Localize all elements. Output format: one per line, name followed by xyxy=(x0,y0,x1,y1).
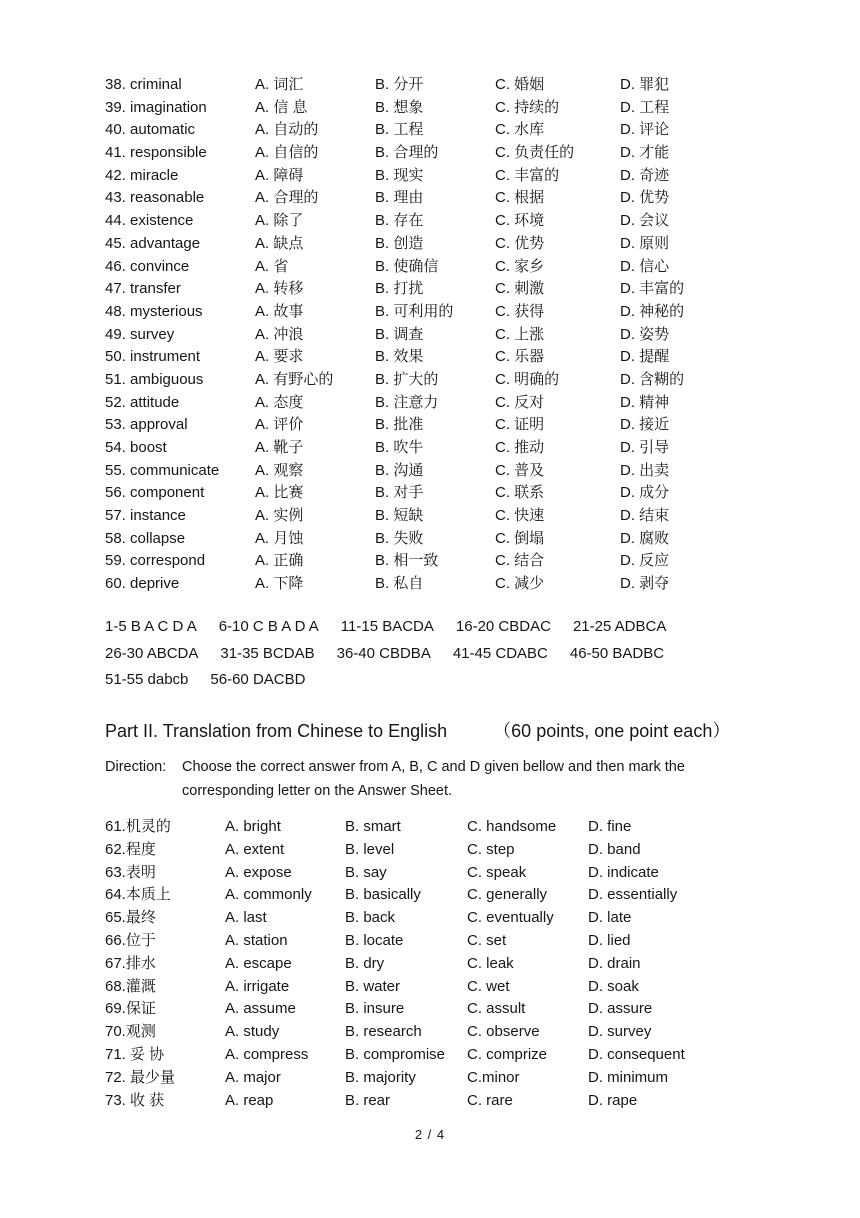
option-cell: C. 结合 xyxy=(495,552,545,570)
option-cell: A. extent xyxy=(225,840,285,858)
option-cell: B. 相一致 xyxy=(375,552,439,570)
option-cell: A. commonly xyxy=(225,886,312,904)
question-label: 62.程度 xyxy=(105,840,156,858)
option-cell: B. 沟通 xyxy=(375,461,424,479)
option-cell: B. locate xyxy=(345,931,404,949)
option-cell: A. 故事 xyxy=(255,302,304,320)
question-label: 53. approval xyxy=(105,416,188,434)
option-cell: C. 优势 xyxy=(495,234,545,252)
option-cell: A. escape xyxy=(225,954,292,972)
question-row xyxy=(105,74,805,97)
option-cell: C. 负责任的 xyxy=(495,144,575,162)
question-label: 66.位于 xyxy=(105,931,156,949)
option-cell: B. 批准 xyxy=(375,416,424,434)
option-cell: C. 家乡 xyxy=(495,257,545,275)
option-cell: D. 含糊的 xyxy=(620,370,685,388)
option-cell: B. 打扰 xyxy=(375,280,424,298)
question-label: 40. automatic xyxy=(105,121,196,139)
question-label: 71. 妥 协 xyxy=(105,1045,165,1063)
option-cell: C. step xyxy=(467,840,515,858)
question-row xyxy=(105,573,805,596)
question-label: 58. collapse xyxy=(105,529,186,547)
option-cell: A. reap xyxy=(225,1091,274,1109)
question-label: 46. convince xyxy=(105,257,190,275)
option-cell: B. 扩大的 xyxy=(375,370,439,388)
option-cell: B. basically xyxy=(345,886,421,904)
option-cell: D. 才能 xyxy=(620,144,670,162)
answer-key-segment: 6-10 C B A D A xyxy=(218,618,319,635)
option-cell: B. 吹牛 xyxy=(375,439,424,456)
question-label: 38. criminal xyxy=(105,76,182,93)
option-cell: B. 注意力 xyxy=(375,393,439,411)
option-cell: B. compromise xyxy=(345,1045,446,1063)
option-cell: B. 存在 xyxy=(375,212,424,230)
option-cell: A. compress xyxy=(225,1045,309,1063)
question-row xyxy=(105,482,805,505)
option-cell: D. essentially xyxy=(588,886,678,904)
question-row xyxy=(105,301,805,324)
option-cell: D. 成分 xyxy=(620,484,670,502)
option-cell: B. 现实 xyxy=(375,166,424,184)
question-label: 50. instrument xyxy=(105,348,201,366)
question-label: 44. existence xyxy=(105,212,194,230)
option-cell: A. 有野心的 xyxy=(255,370,334,388)
option-cell: C. 联系 xyxy=(495,484,545,502)
option-cell: D. indicate xyxy=(588,863,659,881)
option-cell: A. 评价 xyxy=(255,416,304,434)
option-cell: B. 私自 xyxy=(375,575,424,593)
option-cell: C. 环境 xyxy=(495,212,545,230)
option-cell: D. 信心 xyxy=(620,257,670,275)
option-cell: A. study xyxy=(225,1023,280,1041)
option-cell: D. 原则 xyxy=(620,234,670,252)
question-row xyxy=(105,324,805,347)
question-label: 63.表明 xyxy=(105,863,156,881)
option-cell: C. 根据 xyxy=(495,189,545,207)
question-label: 54. boost xyxy=(105,439,167,456)
question-label: 52. attitude xyxy=(105,393,180,411)
answer-key-segment: 16-20 CBDAC xyxy=(455,618,551,635)
option-cell: A. 信 息 xyxy=(255,98,308,116)
option-cell: B. back xyxy=(345,909,396,927)
option-cell: A. 缺点 xyxy=(255,234,304,252)
option-cell: D. 精神 xyxy=(620,393,670,411)
option-cell: B. majority xyxy=(345,1068,416,1086)
question-label: 70.观测 xyxy=(105,1023,156,1041)
option-cell: A. irrigate xyxy=(225,977,290,995)
answer-key-segment: 36-40 CBDBA xyxy=(336,644,431,662)
question-row xyxy=(105,998,805,1021)
direction-label: Direction: xyxy=(105,759,167,775)
option-cell: A. 观察 xyxy=(255,461,304,479)
answer-key-segment: 21-25 ADBCA xyxy=(572,618,667,635)
option-cell: B. 可利用的 xyxy=(375,302,454,320)
answer-key-segment: 41-45 CDABC xyxy=(452,644,548,662)
option-cell: A. expose xyxy=(225,863,292,881)
direction-block xyxy=(105,756,795,803)
question-row xyxy=(105,437,805,460)
option-cell: D. minimum xyxy=(588,1068,669,1086)
option-cell: C. 快速 xyxy=(495,507,545,525)
option-cell: A. 障碍 xyxy=(255,166,304,184)
question-row xyxy=(105,1067,805,1090)
answer-key-segment: 11-15 BACDA xyxy=(340,618,434,635)
option-cell: A. station xyxy=(225,931,288,949)
direction-text xyxy=(182,756,795,803)
option-cell: D. 丰富的 xyxy=(620,280,685,298)
answer-key-line xyxy=(105,641,805,668)
option-cell: B. 调查 xyxy=(375,325,424,343)
question-row xyxy=(105,953,805,976)
option-cell: A. 实例 xyxy=(255,507,304,525)
option-cell: B. 短缺 xyxy=(375,507,424,525)
question-row xyxy=(105,142,805,165)
option-cell: C. generally xyxy=(467,886,548,904)
option-cell: C.minor xyxy=(467,1068,520,1086)
option-cell: C. 持续的 xyxy=(495,98,560,116)
option-cell: B. 使确信 xyxy=(375,257,439,275)
option-cell: D. 神秘的 xyxy=(620,302,685,320)
option-cell: A. 词汇 xyxy=(255,76,304,93)
question-row xyxy=(105,816,805,839)
part2-points: （60 points, one point each） xyxy=(493,721,731,741)
question-label: 51. ambiguous xyxy=(105,370,204,388)
option-cell: D. 优势 xyxy=(620,189,670,207)
option-cell: D. 引导 xyxy=(620,439,670,456)
answer-key-segment: 26-30 ABCDA xyxy=(105,644,199,662)
option-cell: C. rare xyxy=(467,1091,513,1109)
direction-line: Choose the correct answer from A, B, C and D given bellow and then mark the xyxy=(182,759,685,775)
option-cell: C. 刺激 xyxy=(495,280,545,298)
option-cell: D. 出卖 xyxy=(620,461,670,479)
option-cell: B. 对手 xyxy=(375,484,424,502)
option-cell: B. 创造 xyxy=(375,234,424,252)
option-cell: A. 正确 xyxy=(255,552,304,570)
option-cell: B. water xyxy=(345,977,401,995)
option-cell: C. 证明 xyxy=(495,416,545,434)
question-label: 61.机灵的 xyxy=(105,818,171,835)
question-row xyxy=(105,505,805,528)
option-cell: A. major xyxy=(225,1068,281,1086)
option-cell: A. bright xyxy=(225,818,281,835)
question-label: 69.保证 xyxy=(105,1000,156,1018)
option-cell: D. 提醒 xyxy=(620,348,670,366)
question-label: 60. deprive xyxy=(105,575,180,593)
answer-key xyxy=(105,614,805,694)
question-label: 73. 收 获 xyxy=(105,1091,165,1109)
answer-key-segment: 56-60 DACBD xyxy=(210,671,306,688)
option-cell: D. assure xyxy=(588,1000,653,1018)
answer-key-line xyxy=(105,614,805,641)
option-cell: D. fine xyxy=(588,818,632,835)
option-cell: B. say xyxy=(345,863,387,881)
option-cell: A. assume xyxy=(225,1000,296,1018)
option-cell: A. 要求 xyxy=(255,348,304,366)
question-label: 48. mysterious xyxy=(105,302,203,320)
question-row xyxy=(105,165,805,188)
question-row xyxy=(105,233,805,256)
option-cell: A. 转移 xyxy=(255,280,304,298)
option-cell: B. level xyxy=(345,840,395,858)
question-row xyxy=(105,278,805,301)
question-row xyxy=(105,862,805,885)
option-cell: D. 接近 xyxy=(620,416,670,434)
option-cell: A. 态度 xyxy=(255,393,304,411)
question-label: 49. survey xyxy=(105,325,175,343)
option-cell: C. 上涨 xyxy=(495,325,545,343)
question-row xyxy=(105,528,805,551)
question-label: 72. 最少量 xyxy=(105,1068,176,1086)
question-label: 45. advantage xyxy=(105,234,201,252)
question-label: 67.排水 xyxy=(105,954,156,972)
question-label: 59. correspond xyxy=(105,552,206,570)
option-cell: B. 合理的 xyxy=(375,144,439,162)
question-row xyxy=(105,839,805,862)
question-row xyxy=(105,930,805,953)
answer-key-segment: 51-55 dabcb xyxy=(105,671,189,688)
question-label: 39. imagination xyxy=(105,98,207,116)
option-cell: D. late xyxy=(588,909,632,927)
direction-line: corresponding letter on the Answer Sheet. xyxy=(182,782,453,799)
question-row xyxy=(105,119,805,142)
option-cell: B. 失败 xyxy=(375,529,424,547)
option-cell: C. 明确的 xyxy=(495,370,560,388)
question-row xyxy=(105,256,805,279)
option-cell: B. rear xyxy=(345,1091,391,1109)
option-cell: D. 剥夺 xyxy=(620,575,670,593)
option-cell: D. 评论 xyxy=(620,121,670,139)
option-cell: C. leak xyxy=(467,954,514,972)
question-label: 65.最终 xyxy=(105,909,156,927)
question-row xyxy=(105,907,805,930)
option-cell: C. 获得 xyxy=(495,302,545,320)
option-cell: B. dry xyxy=(345,954,385,972)
option-cell: B. smart xyxy=(345,818,401,835)
question-row xyxy=(105,884,805,907)
question-label: 64.本质上 xyxy=(105,886,171,904)
option-cell: B. 想象 xyxy=(375,98,424,116)
option-cell: A. 下降 xyxy=(255,575,304,593)
option-cell: B. 分开 xyxy=(375,76,424,93)
option-cell: C. eventually xyxy=(467,909,554,927)
part2-question-list xyxy=(105,816,805,1112)
option-cell: C. 乐器 xyxy=(495,348,545,366)
option-cell: A. 合理的 xyxy=(255,189,319,207)
page-number: 2 / 4 xyxy=(414,1127,446,1142)
question-row xyxy=(105,414,805,437)
option-cell: C. 水库 xyxy=(495,121,545,139)
option-cell: A. last xyxy=(225,909,267,927)
part2-heading-row xyxy=(105,719,730,743)
option-cell: C. 倒塌 xyxy=(495,529,545,547)
option-cell: D. band xyxy=(588,840,641,858)
question-row xyxy=(105,187,805,210)
option-cell: D. 姿势 xyxy=(620,325,670,343)
option-cell: D. soak xyxy=(588,977,639,995)
option-cell: C. 婚姻 xyxy=(495,76,545,93)
option-cell: A. 月蚀 xyxy=(255,529,304,547)
answer-key-segment: 1-5 B A C D A xyxy=(105,618,197,635)
option-cell: A. 自动的 xyxy=(255,121,319,139)
option-cell: A. 自信的 xyxy=(255,144,319,162)
option-cell: B. 效果 xyxy=(375,348,424,366)
question-row xyxy=(105,460,805,483)
question-row xyxy=(105,369,805,392)
option-cell: D. 奇迹 xyxy=(620,166,670,184)
option-cell: C. 减少 xyxy=(495,575,545,593)
option-cell: D. 结束 xyxy=(620,507,670,525)
option-cell: B. insure xyxy=(345,1000,405,1018)
question-row xyxy=(105,1021,805,1044)
option-cell: A. 省 xyxy=(255,257,289,275)
question-row xyxy=(105,1044,805,1067)
question-label: 56. component xyxy=(105,484,205,502)
answer-key-segment: 31-35 BCDAB xyxy=(220,644,315,662)
part2-title: Part II. Translation from Chinese to English xyxy=(105,721,448,741)
option-cell: D. survey xyxy=(588,1023,652,1041)
option-cell: C. 推动 xyxy=(495,439,545,456)
option-cell: B. 理由 xyxy=(375,189,424,207)
question-label: 43. reasonable xyxy=(105,189,205,207)
question-row xyxy=(105,346,805,369)
question-row xyxy=(105,550,805,573)
option-cell: C. assult xyxy=(467,1000,526,1018)
option-cell: C. 普及 xyxy=(495,461,545,479)
question-label: 57. instance xyxy=(105,507,186,525)
option-cell: C. comprize xyxy=(467,1045,548,1063)
question-label: 55. communicate xyxy=(105,461,220,479)
option-cell: B. 工程 xyxy=(375,121,424,139)
question-label: 68.灌溉 xyxy=(105,977,156,995)
answer-key-segment: 46-50 BADBC xyxy=(569,644,665,662)
question-row xyxy=(105,976,805,999)
option-cell: D. 反应 xyxy=(620,552,670,570)
question-row xyxy=(105,97,805,120)
option-cell: D. 工程 xyxy=(620,98,670,116)
question-row xyxy=(105,392,805,415)
option-cell: A. 冲浪 xyxy=(255,325,304,343)
option-cell: C. 丰富的 xyxy=(495,166,560,184)
question-label: 42. miracle xyxy=(105,166,179,184)
question-row xyxy=(105,1090,805,1113)
option-cell: A. 比赛 xyxy=(255,484,304,502)
option-cell: A. 靴子 xyxy=(255,439,304,456)
question-row xyxy=(105,210,805,233)
option-cell: D. rape xyxy=(588,1091,638,1109)
option-cell: A. 除了 xyxy=(255,212,304,230)
question-label: 47. transfer xyxy=(105,280,181,298)
option-cell: D. 罪犯 xyxy=(620,76,670,93)
option-cell: D. drain xyxy=(588,954,641,972)
part1-question-list xyxy=(105,74,805,596)
option-cell: B. research xyxy=(345,1023,422,1041)
option-cell: D. consequent xyxy=(588,1045,685,1063)
answer-key-line xyxy=(105,667,805,694)
option-cell: C. observe xyxy=(467,1023,540,1041)
option-cell: C. handsome xyxy=(467,818,557,835)
option-cell: D. 腐败 xyxy=(620,529,670,547)
option-cell: D. 会议 xyxy=(620,212,670,230)
option-cell: C. set xyxy=(467,931,507,949)
option-cell: C. 反对 xyxy=(495,393,545,411)
option-cell: C. wet xyxy=(467,977,510,995)
option-cell: D. lied xyxy=(588,931,631,949)
question-label: 41. responsible xyxy=(105,144,207,162)
option-cell: C. speak xyxy=(467,863,527,881)
